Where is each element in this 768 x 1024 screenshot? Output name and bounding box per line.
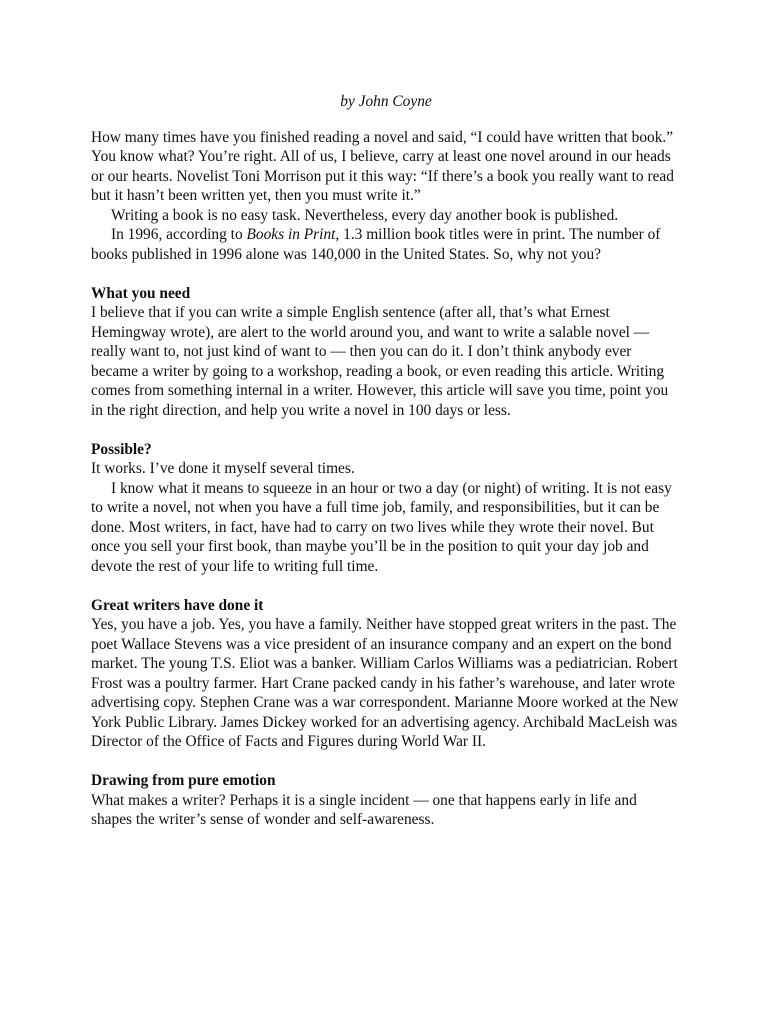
section-paragraph: It works. I’ve done it myself several times. xyxy=(91,460,355,477)
section-paragraph: I believe that if you can write a simple English sentence (after all, that’s what Ernest Hemingway wrote), are alert to the world around you, and want to write a salable novel — really want to, not just kind of want to — then you can do it. I don’t think anybody ever became a writer by going to a workshop, reading a book, or even reading this article. Writing comes from something internal in a writer. However, this article will save you time, point you in the right direction, and help you write a novel in 100 days or less. xyxy=(91,304,669,419)
section-heading-what-you-need: What you need xyxy=(91,284,191,302)
intro-paragraph-1: How many times have you finished reading a novel and said, “I could have written that book.” You know what? You’re right. All of us, I believe, carry at least one novel around in our heads or our hearts. Novelist Toni Morrison put it this way: “If there’s a book you really want to read but it hasn’t been written yet, then you must write it.” xyxy=(91,128,674,204)
section-paragraph: Yes, you have a job. Yes, you have a family. Neither have stopped great writers in the past. The poet Wallace Stevens was a vice president of an insurance company and an expert on the bond market. The young T.S. Eliot was a banker. William Carlos Williams was a pediatrician. Robert Frost was a poultry farmer. Hart Crane packed candy in his father’s warehouse, and later wrote advertising copy. Stephen Crane was a war correspondent. Marianne Moore worked at the New York Public Library. James Dickey worked for an advertising agency. Archibald MacLeish was Director of the Office of Facts and Figures during World War II. xyxy=(91,616,679,750)
section-paragraph: What makes a writer? Perhaps it is a single incident — one that happens early in life and shapes the writer’s sense of wonder and self-awareness. xyxy=(91,791,637,828)
intro-paragraph-2: Writing a book is no easy task. Nevertheless, every day another book is published. xyxy=(111,206,619,224)
document-page xyxy=(91,92,681,830)
section-heading-great-writers: Great writers have done it xyxy=(91,596,264,614)
intro-paragraph-3-rest: , 1.3 million book titles were in print. The number of books published in 1996 alone was 140,000 in the United States. So, why not you? xyxy=(91,226,661,263)
section-heading-pure-emotion: Drawing from pure emotion xyxy=(91,772,276,789)
intro-paragraph-3 xyxy=(91,225,681,264)
byline: by John Coyne xyxy=(340,93,432,110)
book-title-books-in-print: Books in Print xyxy=(246,226,336,243)
section-paragraph: I know what it means to squeeze in an hour or two a day (or night) of writing. It is not easy to write a novel, not when you have a full time job, family, and responsibilities, but it can be done. Most writers, in fact, have had to carry on two lives while they wrote their novel. But once you sell your first book, than maybe you’ll be in the position to quit your day job and devote the rest of your life to writing full time. xyxy=(91,479,672,575)
section-heading-possible: Possible? xyxy=(91,440,152,458)
intro-paragraph-3-lead: In 1996, according to xyxy=(111,226,247,243)
